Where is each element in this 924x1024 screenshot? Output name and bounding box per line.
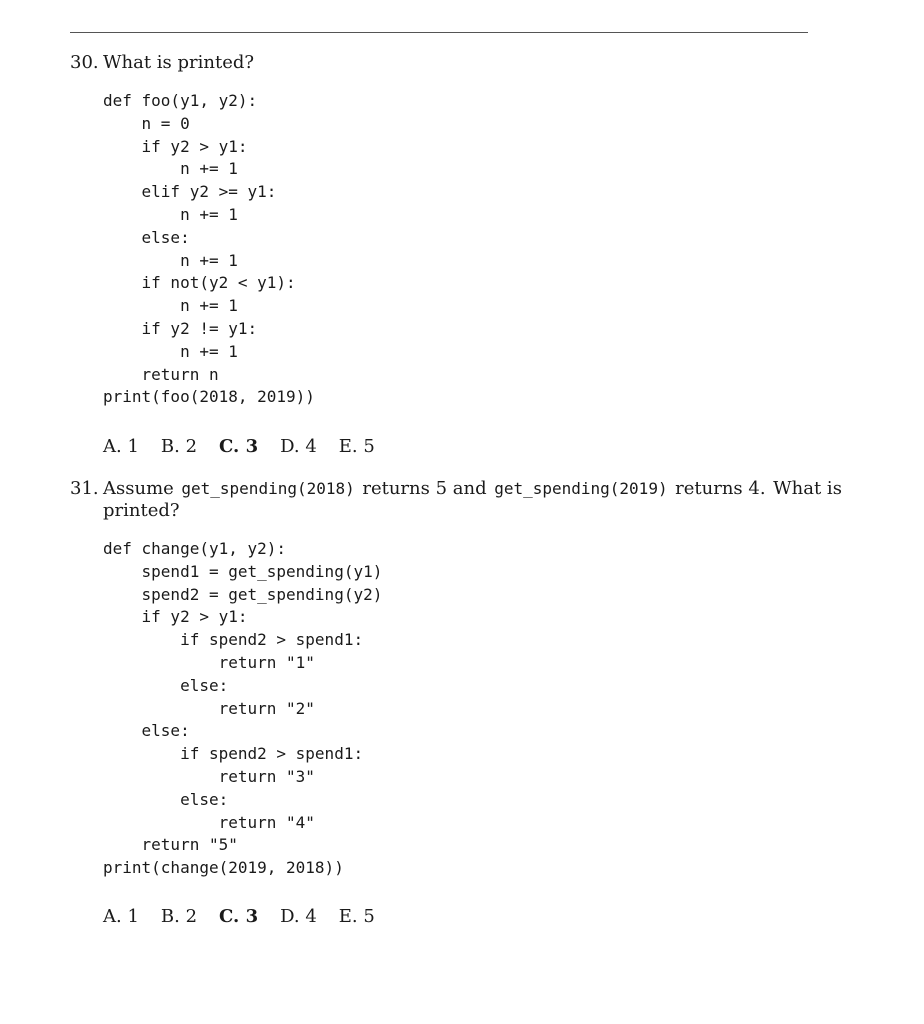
code-line: if not(y2 < y1): [103, 273, 296, 293]
code-line: else: [103, 721, 190, 741]
code-line: if y2 != y1: [103, 318, 258, 338]
code-line: else: [103, 789, 229, 809]
code-line: return "1" [103, 652, 315, 672]
question-prompt-part3: returns 4. [675, 478, 766, 499]
code-line: return "3" [103, 766, 315, 786]
question-prompt: What is printed? [103, 52, 255, 73]
code-line: if y2 > y1: [103, 607, 248, 627]
code-line: else: [103, 227, 190, 247]
answer-option: C. 3 [219, 436, 259, 457]
answer-option: A. 1 [103, 436, 139, 457]
code-line: n += 1 [103, 250, 238, 270]
code-line: if y2 > y1: [103, 136, 248, 156]
code-line: else: [103, 675, 229, 695]
answer-options-q31 [103, 906, 397, 928]
answer-option: B. 2 [160, 436, 198, 457]
code-line: if spend2 > spend1: [103, 630, 364, 650]
question-number: 30. [70, 52, 99, 73]
code-line: return n [103, 364, 219, 384]
question-prompt-part4: What is [773, 478, 842, 499]
answer-option: A. 1 [103, 906, 139, 927]
answer-option: D. 4 [280, 436, 317, 457]
top-rule [70, 32, 808, 33]
answer-option: E. 5 [338, 906, 375, 927]
answer-option: C. 3 [219, 906, 259, 927]
code-line: spend2 = get_spending(y2) [103, 584, 383, 604]
question-prompt-part1: Assume [103, 478, 174, 499]
code-line: def change(y1, y2): [103, 539, 287, 558]
code-line: n += 1 [103, 296, 238, 316]
code-line: return "2" [103, 698, 315, 718]
code-block-q30 [103, 90, 315, 409]
question-prompt-part2: returns 5 and [362, 478, 487, 499]
code-line: if spend2 > spend1: [103, 744, 364, 764]
code-line: n += 1 [103, 204, 238, 224]
question-31-prompt-line2: printed? [103, 500, 180, 521]
answer-option: E. 5 [338, 436, 375, 457]
code-line: print(foo(2018, 2019)) [103, 387, 315, 407]
code-line: elif y2 >= y1: [103, 182, 277, 202]
code-line: def foo(y1, y2): [103, 91, 258, 110]
question-31-header [70, 478, 842, 500]
question-30-header [70, 52, 254, 74]
answer-option: D. 4 [280, 906, 317, 927]
code-line: n = 0 [103, 113, 190, 133]
code-line: print(change(2019, 2018)) [103, 858, 344, 878]
inline-code-call1: get_spending(2018) [181, 479, 355, 498]
code-line: n += 1 [103, 341, 238, 361]
answer-options-q30 [103, 436, 397, 458]
code-line: return "4" [103, 812, 315, 832]
question-number: 31. [70, 478, 99, 499]
code-line: n += 1 [103, 159, 238, 179]
code-line: return "5" [103, 835, 238, 855]
code-line: spend1 = get_spending(y1) [103, 561, 383, 581]
code-block-q31 [103, 538, 382, 880]
answer-option: B. 2 [160, 906, 198, 927]
inline-code-call2: get_spending(2019) [494, 479, 668, 498]
